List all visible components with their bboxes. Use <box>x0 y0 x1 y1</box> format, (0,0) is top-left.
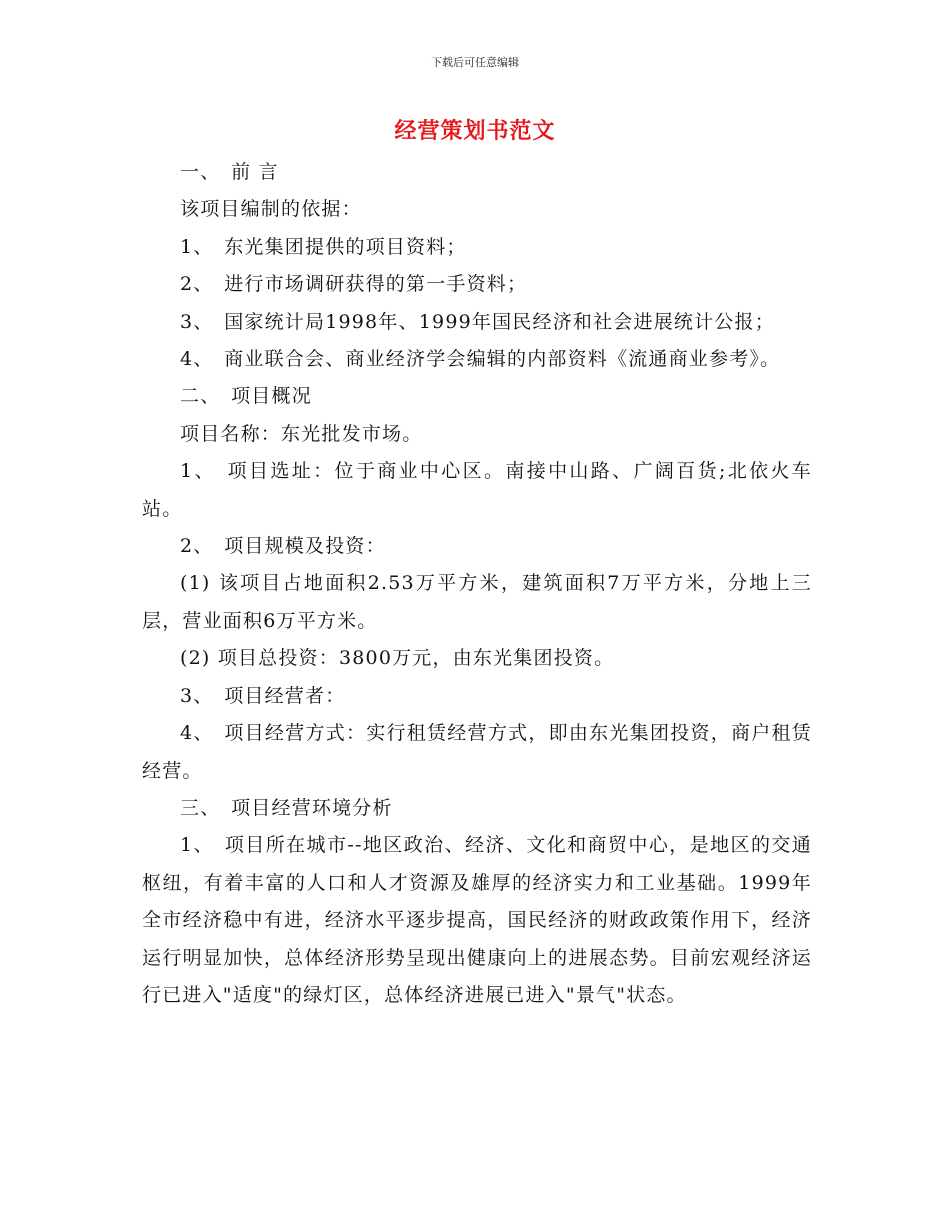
list-item: 3、 项目经营者： <box>180 684 346 707</box>
list-item: 4、 商业联合会、商业经济学会编辑的内部资料《流通商业参考》。 <box>180 348 781 371</box>
list-item: 1、 项目所在城市--地区政治、经济、文化和商贸中心，是地区的交通枢纽，有着丰富的人口和人才资源及雄厚的经济实力和工业基础。1999年全市经济稳中有进，经济水平逐步提高，国民经济的财政政策作用下，经济运行明显加快，总体经济形势呈现出健康向上的进展态势。目前宏观经济运行已进入"适度"的绿灯区，总体经济进展已进入"景气"状态。 <box>142 834 812 1006</box>
paragraph: 该项目编制的依据： <box>180 198 362 221</box>
sub-list-item: (1) 该项目占地面积2.53万平方米，建筑面积7万平方米，分地上三层，营业面积6万平方米。 <box>142 572 812 632</box>
document-title: 经营策划书范文 <box>394 118 556 144</box>
section-heading-environment: 三、 项目经营环境分析 <box>180 796 393 819</box>
sub-list-item: (2) 项目总投资：3800万元，由东光集团投资。 <box>180 647 615 670</box>
section-heading-preface: 一、 前 言 <box>180 161 279 183</box>
list-item: 1、 项目选址：位于商业中心区。南接中山路、广阔百货;北依火车站。 <box>142 460 812 520</box>
list-item: 2、 项目规模及投资： <box>180 535 386 558</box>
list-item: 3、 国家统计局1998年、1999年国民经济和社会进展统计公报； <box>180 310 775 333</box>
list-item: 4、 项目经营方式：实行租赁经营方式，即由东光集团投资，商户租赁经营。 <box>142 722 812 782</box>
list-item: 2、 进行市场调研获得的第一手资料； <box>180 273 528 296</box>
paragraph: 项目名称：东光批发市场。 <box>180 422 423 445</box>
document-body <box>142 154 812 1014</box>
section-heading-overview: 二、 项目概况 <box>180 385 312 408</box>
list-item: 1、 东光集团提供的项目资料； <box>180 235 467 258</box>
header-note: 下载后可任意编辑 <box>431 56 519 69</box>
